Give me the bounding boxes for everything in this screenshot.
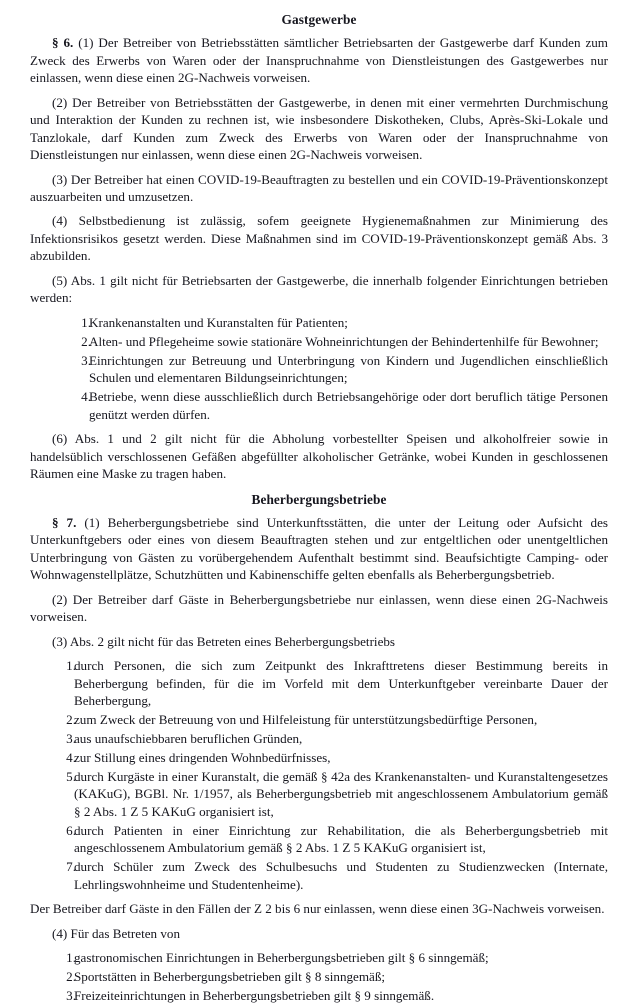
list-item bbox=[30, 749, 608, 766]
list-s6-abs5 bbox=[30, 314, 608, 423]
list-item-number: 6. bbox=[66, 822, 76, 838]
list-item-number: 4. bbox=[81, 389, 91, 405]
list-item-number: 7. bbox=[66, 859, 76, 875]
paragraph-s7-abs2: (2) Der Betreiber darf Gäste in Beherbergungsbetriebe nur einlassen, wenn diese einen 2G-Nachweis vorweisen. bbox=[30, 591, 608, 625]
list-item-number: 3. bbox=[66, 730, 76, 746]
list-item-number: 3. bbox=[81, 352, 91, 368]
list-item-number: 1. bbox=[66, 950, 76, 966]
list-item-text: zum Zweck der Betreuung von und Hilfeleistung für unterstützungsbedürftige Personen, bbox=[74, 712, 538, 727]
list-item bbox=[30, 987, 608, 1004]
list-item bbox=[30, 768, 608, 820]
list-item bbox=[30, 388, 608, 423]
list-item-text: durch Schüler zum Zweck des Schulbesuchs und Studenten zu Studienzwecken (Internate, Lehrlingswohnheime und Studentenheime). bbox=[74, 859, 608, 892]
list-s7-abs3 bbox=[30, 657, 608, 893]
list-item-number: 2. bbox=[81, 333, 91, 349]
list-item-text: gastronomischen Einrichtungen in Beherbergungsbetrieben gilt § 6 sinngemäß; bbox=[74, 950, 489, 966]
paragraph-s7-abs1 bbox=[30, 514, 608, 584]
paragraph-s6-abs1-text: (1) Der Betreiber von Betriebsstätten sämtlicher Betriebsarten der Gastgewerbe darf Kunden zum Zweck des Erwerbs von Waren oder der Inanspruchnahme von Dienstleistungen des Gastgewerbes nur einlassen, wenn diese einen 2G-Nachweis vorweisen. bbox=[30, 35, 608, 86]
list-item-text: durch Patienten in einer Einrichtung zur Rehabilitation, die als Beherbergungsbetrieb mit angeschlossenem Ambulatorium gemäß § 2 Abs. 1 Z 5 KAKuG organisiert ist, bbox=[74, 822, 608, 856]
list-item-number: 4. bbox=[66, 749, 76, 765]
list-item bbox=[30, 711, 608, 728]
list-item-text: Freizeiteinrichtungen in Beherbergungsbetrieben gilt § 9 sinngemäß. bbox=[74, 988, 435, 1004]
paragraph-s6-abs1 bbox=[30, 34, 608, 86]
list-item bbox=[30, 858, 608, 893]
list-item-text: Betriebe, wenn diese ausschließlich durch Betriebsangehörige oder dort beruflich tätige Personen genützt werden dürfen. bbox=[89, 389, 608, 422]
list-item bbox=[30, 949, 608, 966]
section-marker-7: § 7. bbox=[52, 514, 77, 530]
section-marker-6: § 6. bbox=[52, 35, 74, 51]
paragraph-s6-abs2: (2) Der Betreiber von Betriebsstätten der Gastgewerbe, in denen mit einer vermehrten Durchmischung und Interaktion der Kunden zu rechnen ist, wie insbesondere Diskotheken, Clubs, Après-Ski-Lokale und Tanzlokale, darf Kunden zum Zweck des Erwerbs von Waren oder der Inanspruchnahme von Dienstleistungen nur einlassen, wenn diese einen 2G-Nachweis vorweisen. bbox=[30, 94, 608, 163]
list-s7-abs4 bbox=[30, 949, 608, 1004]
list-item-text: Sportstätten in Beherbergungsbetrieben gilt § 8 sinngemäß; bbox=[74, 969, 386, 985]
list-item bbox=[30, 657, 608, 709]
list-item bbox=[30, 822, 608, 857]
paragraph-s7-abs4-intro: (4) Für das Betreten von bbox=[52, 925, 180, 941]
list-item-number: 1. bbox=[81, 314, 91, 330]
paragraph-s6-abs5-intro: (5) Abs. 1 gilt nicht für Betriebsarten der Gastgewerbe, die innerhalb folgender Einrichtungen betrieben werden: bbox=[30, 272, 608, 306]
paragraph-s6-abs4: (4) Selbstbedienung ist zulässig, sofem geeignete Hygienemaßnahmen zur Minimierung des Infektionsrisikos gesetzt werden. Diese Maßnahmen sind im COVID-19-Präventionskonzept gemäß Abs. 3 abzubilden. bbox=[30, 213, 608, 264]
list-item bbox=[30, 352, 608, 387]
list-item-text: Krankenanstalten und Kuranstalten für Patienten; bbox=[89, 314, 348, 330]
paragraph-s6-abs3: (3) Der Betreiber hat einen COVID-19-Beauftragten zu bestellen und ein COVID-19-Präventionskonzept auszuarbeiten und umzusetzen. bbox=[30, 171, 608, 205]
page-title-gastgewerbe: Gastgewerbe bbox=[281, 12, 357, 27]
page-title-beherbergungsbetriebe: Beherbergungsbetriebe bbox=[251, 491, 387, 507]
list-item-text: Alten- und Pflegeheime sowie stationäre Wohneinrichtungen der Behindertenhilfe für Bewohner; bbox=[89, 333, 599, 349]
list-item-number: 5. bbox=[66, 768, 76, 784]
list-item bbox=[30, 333, 608, 350]
paragraph-s6-abs6: (6) Abs. 1 und 2 gilt nicht für die Abholung vorbestellter Speisen und alkoholfreier sowie in handelsüblich verschlossenen Gefäßen abgefüllter alkoholischer Getränke, wobei Kunden in geschlossenen Räumen eine Maske zu tragen haben. bbox=[30, 431, 608, 482]
list-item-text: durch Kurgäste in einer Kuranstalt, die gemäß § 42a des Krankenanstalten- und Kuranstaltengesetzes (KAKuG), BGBl. Nr. 1/1957, als Beherbergungsbetrieb mit angeschlossenem Ambulatorium gemäß § 2 Abs. 1 Z 5 KAKuG organisiert ist, bbox=[74, 768, 608, 819]
list-item-number: 2. bbox=[66, 712, 76, 727]
paragraph-s7-abs3-intro: (3) Abs. 2 gilt nicht für das Betreten eines Beherbergungsbetriebs bbox=[52, 633, 396, 649]
list-item bbox=[30, 968, 608, 985]
list-item-number: 2. bbox=[66, 969, 76, 985]
list-item-number: 3. bbox=[66, 988, 76, 1004]
list-item-text: zur Stillung eines dringenden Wohnbedürfnisses, bbox=[74, 749, 331, 765]
paragraph-s7-abs1-text: (1) Beherbergungsbetriebe sind Unterkunftsstätten, die unter der Leitung oder Aufsicht des Unterkunftgebers oder eines von diesem Beauftragten stehen und zur entgeltlichen oder unentgeltlichen Unterbringung von Gästen zu vorübergehendem Aufenthalt bestimmt sind. Beaufsichtigte Camping- oder Wohnwagenstellplätze, Schutzhütten und Kabinenschiffe gelten ebenfalls als Beherbergungsbetrieb. bbox=[30, 514, 608, 583]
list-item-text: durch Personen, die sich zum Zeitpunkt des Inkrafttretens dieser Bestimmung bereits in Beherbergung befinden, für die im Vorfeld mit dem Unterkunftgeber vereinbarte Dauer der Beherbergung, bbox=[74, 658, 608, 709]
list-item bbox=[30, 314, 608, 331]
list-item-text: Einrichtungen zur Betreuung und Unterbringung von Kindern und Jugendlichen einschließlich Schulen und elementaren Bildungseinrichtungen; bbox=[89, 352, 608, 386]
list-item-text: aus unaufschiebbaren beruflichen Gründen, bbox=[74, 730, 303, 746]
list-item bbox=[30, 730, 608, 747]
list-item-number: 1. bbox=[66, 658, 76, 674]
paragraph-s7-abs3-closing: Der Betreiber darf Gäste in den Fällen der Z 2 bis 6 nur einlassen, wenn diese einen 3G-Nachweis vorweisen. bbox=[30, 901, 605, 917]
